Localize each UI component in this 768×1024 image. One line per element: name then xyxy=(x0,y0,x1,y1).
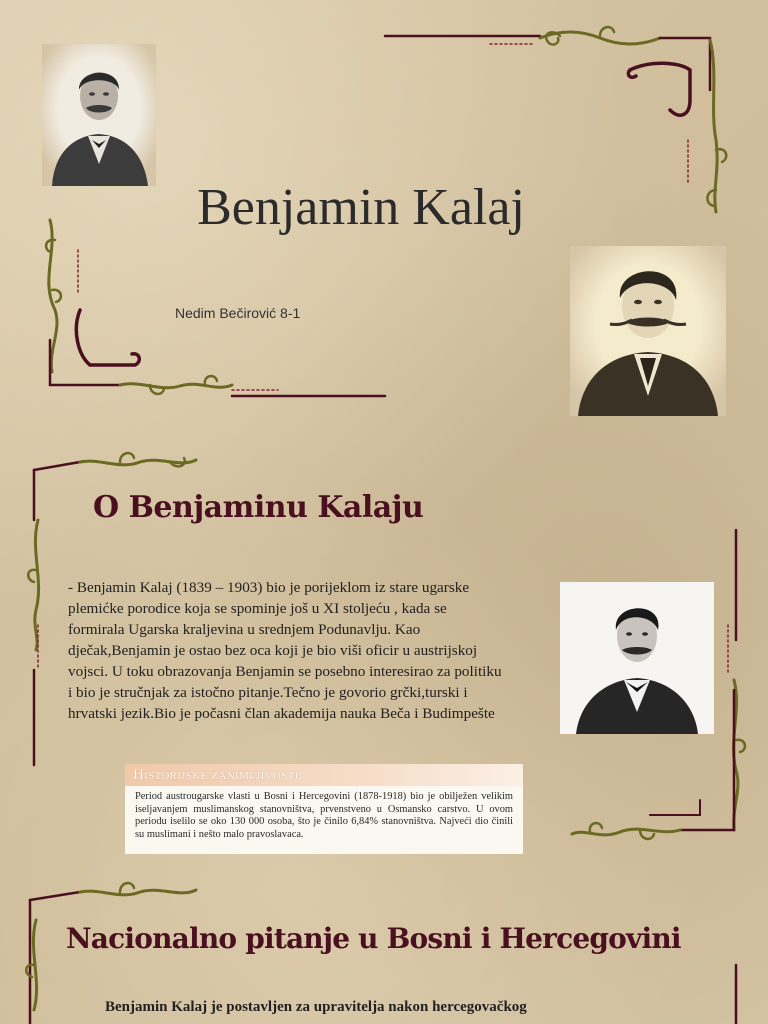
portrait-photo-middle-right xyxy=(560,582,714,734)
about-paragraph xyxy=(68,577,560,724)
about-line: vojsci. U toku obrazovanja Benjamin se posebno interesirao za politiku xyxy=(68,663,502,680)
about-line: hrvatski jezik.Bio je počasni član akademija nauka Beča i Budimpešte xyxy=(68,705,495,722)
facts-box-title: Historijske zanimljivosti: xyxy=(125,764,523,786)
section-heading-about: O Benjaminu Kalaju xyxy=(93,490,424,525)
facts-box-text: Period austrougarske vlasti u Bosni i Hercegovini (1878-1918) bio je obilježen velikim iseljavanjem muslimanskog stanovništva, prvenstveno u Osmansko carstvo. U ovom periodu iselilo se oko 130 000 osoba, što je činilo 6,84% stanovništva. Najveći dio činili su muslimani i nešto malo pravoslavaca. xyxy=(135,791,513,840)
section-heading-national: Nacionalno pitanje u Bosni i Hercegovini xyxy=(66,922,681,955)
about-line: formirala Ugarska kraljevina u srednjem Podunavlju. Kao xyxy=(68,621,421,638)
national-paragraph: Benjamin Kalaj je postavljen za upravitelja nakon hercegovačkog xyxy=(105,999,527,1015)
about-line: - Benjamin Kalaj (1839 – 1903) bio je porijeklom iz stare ugarske xyxy=(68,579,470,596)
page-title: Benjamin Kalaj xyxy=(197,179,525,236)
about-line: dječak,Benjamin je ostao bez oca koji je bio viši oficir u austrijskoj xyxy=(68,642,478,659)
author-label: Nedim Bečirović 8-1 xyxy=(175,305,301,321)
historical-facts-box xyxy=(125,764,523,854)
portrait-photo-right xyxy=(570,246,726,416)
about-line: plemićke porodice koja se spominje još u XI stoljeću , kada se xyxy=(68,600,447,617)
about-line: i bio je stručnjak za istočno pitanje.Tečno je govorio grčki,turski i xyxy=(68,684,468,701)
portrait-photo-top-left xyxy=(42,44,156,186)
